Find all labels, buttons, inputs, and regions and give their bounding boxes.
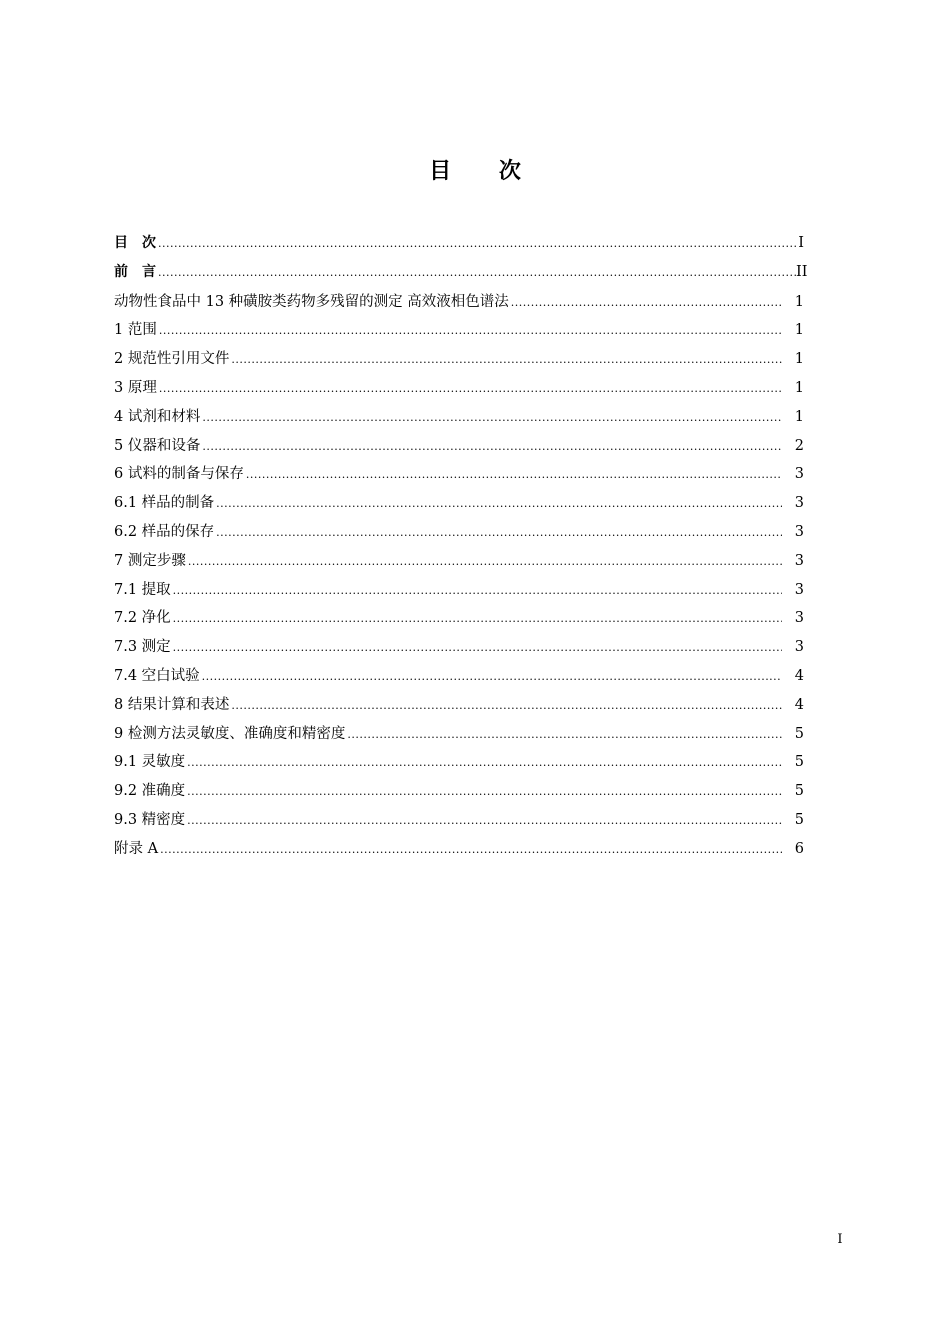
toc-leader-dots <box>202 670 782 683</box>
toc-entry-page: 1 <box>794 379 804 396</box>
toc-leader-dots <box>188 555 782 568</box>
toc-entry-label: 9 检测方法灵敏度、准确度和精密度 <box>114 725 346 742</box>
toc-entry-page: 5 <box>794 725 804 742</box>
toc-entry-label: 2 规范性引用文件 <box>114 351 230 368</box>
toc-entry-page: 5 <box>794 754 804 771</box>
toc-entry-page: 3 <box>794 639 804 656</box>
toc-leader-dots <box>173 584 782 597</box>
toc-entry-page: 1 <box>794 322 804 339</box>
toc-entry[interactable] <box>114 837 804 866</box>
toc-entry-label: 7.2 净化 <box>114 610 171 627</box>
toc-entry-page: I <box>798 235 804 251</box>
toc-entry-label: 8 结果计算和表述 <box>114 696 230 713</box>
toc-entry-label: 4 试剂和材料 <box>114 408 201 425</box>
toc-entry-page: II <box>796 263 808 280</box>
toc-entry-label: 目 次 <box>114 235 156 251</box>
toc-entry-label: 7.1 提取 <box>114 581 171 598</box>
toc-entry-label: 前 言 <box>114 263 156 280</box>
toc-entry[interactable] <box>114 578 804 607</box>
table-of-contents <box>114 232 808 866</box>
toc-leader-dots <box>187 785 782 798</box>
toc-leader-dots <box>231 353 782 366</box>
toc-entry-page: 1 <box>794 351 804 368</box>
toc-entry-label: 9.3 精密度 <box>114 811 186 828</box>
toc-leader-dots <box>347 728 782 741</box>
toc-leader-dots <box>202 411 782 424</box>
toc-entry-page: 3 <box>794 495 804 512</box>
toc-entry-label: 9.1 灵敏度 <box>114 754 186 771</box>
toc-leader-dots <box>159 324 782 337</box>
toc-entry-page: 3 <box>794 552 804 569</box>
toc-leader-dots <box>160 843 782 856</box>
toc-entry-page: 3 <box>794 466 804 483</box>
toc-leader-dots <box>511 296 782 309</box>
toc-entry-page: 4 <box>794 667 804 684</box>
toc-leader-dots <box>159 382 782 395</box>
toc-entry-label: 7.3 测定 <box>114 639 171 656</box>
toc-entry-label: 9.2 准确度 <box>114 783 186 800</box>
toc-entry-label: 1 范围 <box>114 322 157 339</box>
toc-entry-page: 1 <box>794 293 804 310</box>
toc-entry[interactable] <box>114 347 804 376</box>
toc-leader-dots <box>231 699 782 712</box>
toc-leader-dots <box>216 497 782 510</box>
toc-entry-page: 3 <box>794 581 804 598</box>
toc-entry[interactable] <box>114 722 804 751</box>
toc-entry[interactable] <box>114 376 804 405</box>
toc-entry-page: 6 <box>794 840 804 857</box>
toc-entry-label: 7 测定步骤 <box>114 552 186 569</box>
page-title: 目 次 <box>429 159 541 184</box>
toc-entry-page: 1 <box>794 408 804 425</box>
toc-leader-dots <box>216 526 782 539</box>
toc-leader-dots <box>173 641 782 654</box>
toc-entry[interactable] <box>114 520 804 549</box>
toc-entry-label: 动物性食品中 13 种磺胺类药物多残留的测定 高效液相色谱法 <box>114 293 509 310</box>
toc-entry-page: 2 <box>794 437 804 454</box>
toc-entry[interactable] <box>114 462 804 491</box>
toc-leader-dots <box>158 237 796 250</box>
toc-entry-page: 4 <box>794 696 804 713</box>
toc-entry-page: 5 <box>794 783 804 800</box>
toc-entry-label: 5 仪器和设备 <box>114 437 201 454</box>
toc-entry[interactable] <box>114 261 808 290</box>
toc-entry-label: 3 原理 <box>114 379 157 396</box>
toc-entry[interactable] <box>114 549 804 578</box>
toc-leader-dots <box>246 468 782 481</box>
toc-entry[interactable] <box>114 405 804 434</box>
toc-leader-dots <box>173 612 782 625</box>
toc-entry[interactable] <box>114 606 804 635</box>
toc-entry[interactable] <box>114 434 804 463</box>
toc-entry[interactable] <box>114 635 804 664</box>
toc-entry[interactable] <box>114 290 804 319</box>
toc-leader-dots <box>187 814 782 827</box>
toc-entry[interactable] <box>114 232 804 261</box>
toc-entry[interactable] <box>114 491 804 520</box>
toc-entry-page: 5 <box>794 811 804 828</box>
toc-entry-label: 6 试料的制备与保存 <box>114 466 244 483</box>
toc-entry[interactable] <box>114 664 804 693</box>
toc-entry-label: 6.2 样品的保存 <box>114 523 215 540</box>
toc-entry[interactable] <box>114 693 804 722</box>
toc-leader-dots <box>202 440 782 453</box>
toc-entry-page: 3 <box>794 523 804 540</box>
toc-entry[interactable] <box>114 318 804 347</box>
toc-entry[interactable] <box>114 750 804 779</box>
toc-leader-dots <box>158 266 796 279</box>
toc-entry-label: 7.4 空白试验 <box>114 667 200 684</box>
footer-page-number: I <box>837 1232 843 1247</box>
toc-entry-page: 3 <box>794 610 804 627</box>
toc-entry-label: 6.1 样品的制备 <box>114 495 215 512</box>
toc-leader-dots <box>187 756 782 769</box>
toc-entry[interactable] <box>114 779 804 808</box>
toc-entry[interactable] <box>114 808 804 837</box>
toc-entry-label: 附录 A <box>114 840 159 857</box>
